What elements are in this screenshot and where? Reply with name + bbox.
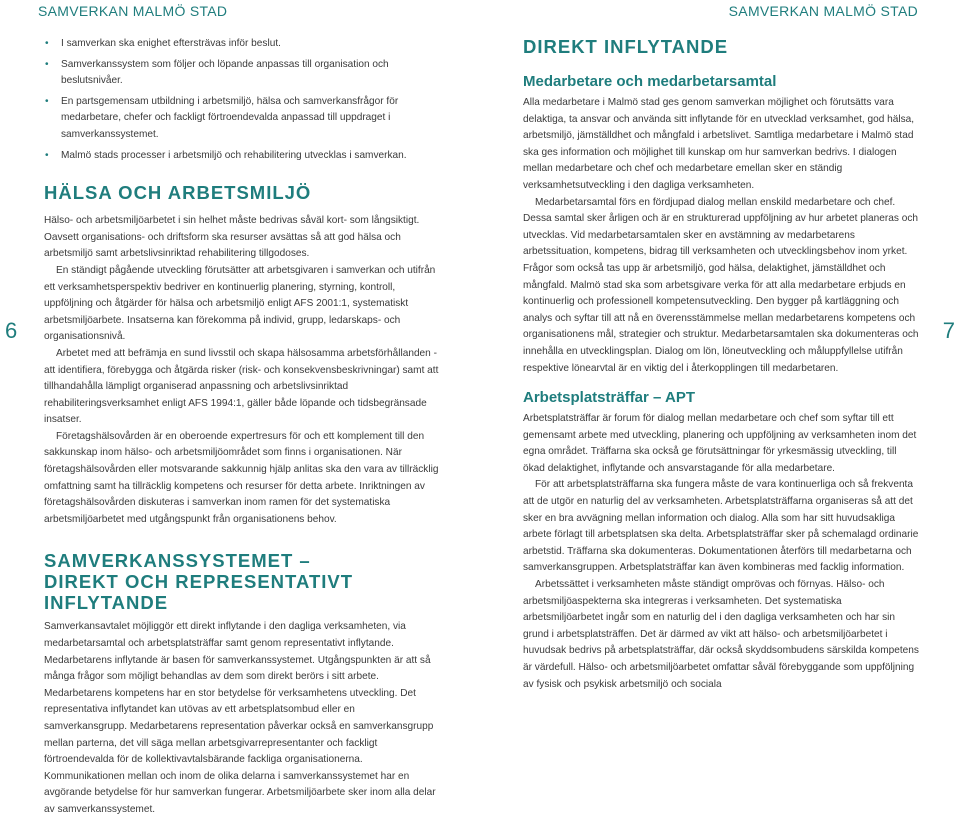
bullet-list [44, 36, 440, 164]
bullet-item: • Malmö stads processer i arbetsmiljö och rehabilitering utvecklas i samverkan. [44, 148, 440, 165]
bullet-item: • En partsgemensam utbildning i arbetsmiljö, hälsa och samverkansfrågor för medarbetare, chefer och fackligt förtroendevalda anpassad till uppdraget i samverkanssystemet. [44, 94, 440, 144]
subheading-apt: Arbetsplatsträffar – APT [523, 389, 695, 407]
paragraph: Medarbetarsamtal förs en fördjupad dialog mellan enskild medarbetare och chef. Dessa samtal sker årligen och är en strukturerad uppföljning av hur arbetet planeras och utvecklas. Vid medarbetarsamtalen sker en avstämning av medarbetarens arbetssituation, kompetens, bidrag till verksamheten och utvecklingsbehov inom yrket. Frågor som också tas upp är arbetsmiljö, god hälsa, delaktighet, jämställdhet och mångfald. Malmö stad ska som arbetsgivare verka för att alla medarbetare erbjuds en kontinuerlig och professionell kompetensutveckling. Den bygger på kartläggning och analys och syftar till att nå en överensstämmelse mellan medarbetarens kompetens och organisationens mål, strategier och struktur. Medarbetarsamtalen ska dokumenteras och innehålla en utvecklingsplan. Dialog om lön, löneutveckling och måluppfyllelse utifrån respektive lönearvtal är en viktig del i återkopplingen till medarbetaren. [523, 196, 919, 374]
section-heading-samverkan-line2: DIREKT OCH REPRESENTATIVT INFLYTANDE [44, 571, 354, 614]
page-number-left: 6 [5, 318, 18, 343]
paragraph: Alla medarbetare i Malmö stad ges genom samverkan möjlighet och förutsätts vara delaktiga, ta ansvar och använda sitt inflytande för en utvecklad verksamhet, god hälsa, arbetsmiljö, jämställdhet och mångfald i arbetslivet. Samtliga medarbetare i Malmö stad ska ges information och möjlighet till kunskap om hur samverkan bedrivs. I dialogen mellan medarbetare och chef och medarbetare emellan sker en ständig verksamhetsutveckling i den dagliga verksamheten. [523, 97, 915, 191]
page-title: DIREKT INFLYTANDE [523, 36, 729, 57]
section-heading-halsa: HÄLSA OCH ARBETSMILJÖ [44, 182, 312, 204]
paragraph: Hälso- och arbetsmiljöarbetet i sin helhet måste bedrivas såväl kort- som långsiktigt. [44, 215, 420, 227]
right-column [523, 36, 921, 693]
paragraph: Arbetsplatsträffar är forum för dialog mellan medarbetare och chef som syftar till ett gemensamt arbete med utveckling, planering och uppföljning av verksamheten inom det egna området. Träffarna ska också ge förutsättningar för yrkesmässig utveckling, till ökad delaktighet, inflytande och ansvarstagande för alla medarbetare. [523, 413, 917, 474]
paragraph: Arbetet med att befrämja en sund livsstil och skapa hälsosamma arbetsförhållanden - att identifiera, förebygga och åtgärda risker (risk- och konsekvensbeskrivningar) samt att tillhandahålla lämpligt organiserad anpassning och arbetslivsinriktad rehabiliteringsverksamhet enligt AFS 1994:1, gäller både löpande och tidsbegränsade insatser. [44, 347, 439, 426]
paragraph: Företagshälsovården är en oberoende expertresurs för och ett komplement till den sakkunskap inom hälso- och arbetsmiljöområdet som finns i organisationen. När företagshälsovården eller motsvarande sakkunnig hjälp anlitas ska den vara av tillräcklig omfattning samt ha tillräcklig kompetens och resurser för detta arbete. Inriktningen av företagshälsovården diskuteras i samverkan inom ramen för det systematiska arbetsmiljöarbetet med utgångspunkt från organisationens behov. [44, 430, 439, 525]
paragraph: För att arbetsplatsträffarna ska fungera måste de vara kontinuerliga och så frekventa att de utgör en naturlig del av verksamheten. Arbetsplatsträffarna organiseras så att det sker en bra avvägning mellan information och dialog. Alla som har sitt huvudsakliga arbete förlagt till arbetsplatsen ska delta. Arbetsplatsträffar sker på schemalagd ordinarie arbetstid. Träffarna ska dokumenteras. Dokumentationen återförs till medarbetarna och samverkansgruppen. Arbetsplatsträffar kan även kombineras med facklig information. [523, 479, 919, 574]
paragraph: Arbetssättet i verksamheten måste ständigt omprövas och förnyas. Hälso- och arbetsmiljöaspekterna ska integreras i verksamheten. Det systematiska arbetsmiljöarbetet ingår som en naturlig del i den dagliga verksamheten och har sin grund i arbetsplatsträffen. Det är därmed av vikt att hälso- och arbetsmiljöarbetet i huvudsak bedrivs på arbetsplatsträffar, där också skyddsombudens särskilda kompetens är värdefull. Hälso- och arbetsmiljöarbetet omfattar såväl förebyggande som uppföljning av fysisk och psykisk arbetsmiljö och sociala [523, 579, 919, 690]
page-number-right: 7 [942, 318, 955, 343]
running-header-left: SAMVERKAN MALMÖ STAD [38, 3, 228, 19]
subheading-medarbetare: Medarbetare och medarbetarsamtal [523, 73, 777, 90]
left-column [44, 36, 440, 819]
section-heading-samverkan-line1: SAMVERKANSSYSTEMET – [44, 550, 311, 572]
paragraph: Oavsett organisations- och driftsform ska resurser avsättas så att god hälsa och arbetsmiljö samt arbetslivsinriktad rehabilitering tillgodoses. [44, 231, 401, 260]
bullet-item: • I samverkan ska enighet eftersträvas inför beslut. [44, 36, 440, 53]
running-header-right: SAMVERKAN MALMÖ STAD [728, 3, 918, 19]
paragraph: Samverkansavtalet möjliggör ett direkt inflytande i den dagliga verksamheten, via medarbetarsamtal och arbetsplatsträffar samt genom representativt inflytande. Medarbetarens inflytande är basen för samverkanssystemet. Utgångspunkten är att så många frågor som möjligt behandlas av dem som direkt berörs i sitt arbete. Medarbetarens kompetens har en stor betydelse för verksamhetens utveckling. Det representativa inflytandet kan utövas av ett arbetsplatsombud eller en samverkansgrupp. Medarbetarens representation påverkar också en samverkansgrupp mellan parterna, det vill säga mellan arbetsgivarrepresentanter och fackligt förtroendevalda för de kollektivavtalsbärande fackliga organisationerna. Kommunikationen mellan och inom de olika delarna i samverkanssystemet har en avgörande betydelse för hur samverkan fungerar. Arbetsmiljöarbete sker inom alla delar av samverkanssystemet. [44, 621, 436, 815]
bullet-item: • Samverkanssystem som följer och löpande anpassas till organisation och beslutsnivåer. [44, 57, 440, 90]
paragraph: En ständigt pågående utveckling förutsätter att arbetsgivaren i samverkan och utifrån ett verksamhetsperspektiv bedriver en kontinuerlig planering, styrning, kontroll, uppföljning och åtgärder för hälsa och arbetsmiljö enligt AFS 2001:1, systematiskt arbetsmiljöarbete. Insatserna kan förekomma på individ, grupp, ledarskaps- och organisationsnivå. [44, 264, 436, 343]
